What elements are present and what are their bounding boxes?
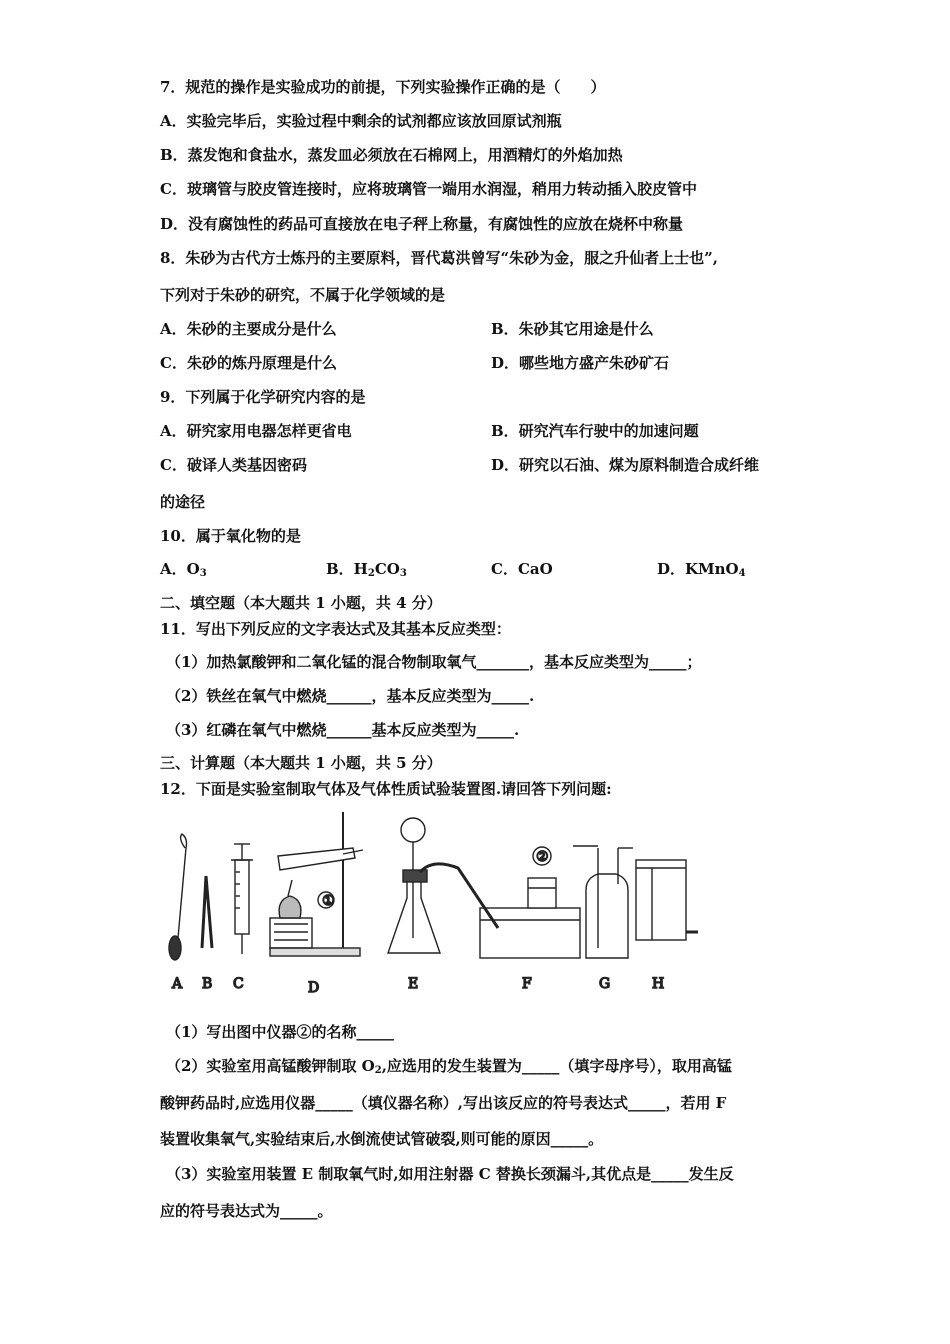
q8-option-a: A．朱砂的主要成分是什么 [160, 320, 337, 338]
q7-option-d: D．没有腐蚀性的药品可直接放在电子秤上称量，有腐蚀性的应放在烧杯中称量 [160, 215, 684, 233]
q12-part1: （1）写出图中仪器②的名称_____ [166, 1023, 394, 1041]
q12-part3-line2: 应的符号表达式为_____。 [160, 1202, 333, 1220]
apparatus-g-gas-bottle [573, 846, 633, 958]
label-d: D [308, 980, 320, 996]
label-b: B [202, 976, 213, 992]
q9-option-b: B．研究汽车行驶中的加速问题 [491, 422, 699, 440]
q8-option-d: D．哪些地方盛产朱砂矿石 [491, 354, 670, 372]
q10-stem: 10．属于氧化物的是 [160, 527, 301, 545]
q8-option-b: B．朱砂其它用途是什么 [491, 320, 654, 338]
q11-part1: （1）加热氯酸钾和二氧化锰的混合物制取氧气_______，基本反应类型为_____； [166, 653, 702, 671]
q10-option-d: D．KMnO$_4$ [657, 560, 746, 579]
svg-text:①: ① [322, 893, 335, 909]
apparatus-b-tweezers [202, 876, 212, 948]
apparatus-e-flask [388, 818, 498, 953]
svg-text:②: ② [536, 849, 549, 865]
q7-option-b: B．蒸发饱和食盐水，蒸发皿必须放在石棉网上，用酒精灯的外焰加热 [160, 146, 623, 164]
section-calc-heading: 三、计算题（本大题共 1 小题，共 5 分） [160, 754, 442, 772]
q9-option-a: A．研究家用电器怎样更省电 [160, 422, 352, 440]
label-e: E [408, 976, 419, 992]
q12-part2-line2: 酸钾药品时,应选用仪器_____（填仪器名称）,写出该反应的符号表达式_____，若用 F [160, 1094, 727, 1112]
q8-stem-line2: 下列对于朱砂的研究，不属于化学领域的是 [160, 286, 446, 304]
label-a: A [172, 976, 183, 992]
q10-option-b: B．$H_2CO_3$ [326, 560, 407, 579]
apparatus-figure [158, 808, 703, 998]
apparatus-svg [158, 808, 703, 998]
q11-part2: （2）铁丝在氧气中燃烧______，基本反应类型为_____. [166, 687, 535, 705]
q8-option-c: C．朱砂的炼丹原理是什么 [160, 354, 337, 372]
q7-option-c: C．玻璃管与胶皮管连接时，应将玻璃管一端用水润湿，稍用力转动插入胶皮管中 [160, 180, 697, 198]
label-f: F [522, 976, 532, 992]
apparatus-a-combustion-spoon [169, 834, 187, 960]
q8-stem-line1: 8．朱砂为古代方士炼丹的主要原料，晋代葛洪曾写“朱砂为金，服之升仙者上士也”, [160, 249, 718, 267]
q9-option-d-cont: 的途径 [160, 493, 206, 511]
section-fill-in-heading: 二、填空题（本大题共 1 小题，共 4 分） [160, 594, 442, 612]
label-c: C [233, 976, 244, 992]
q9-stem: 9．下列属于化学研究内容的是 [160, 388, 366, 406]
apparatus-f-water-trough [480, 847, 580, 958]
apparatus-d-heating-setup [270, 812, 363, 956]
q12-part3-line1: （3）实验室用装置 E 制取氧气时,如用注射器 C 替换长颈漏斗,其优点是_____发生反 [166, 1165, 734, 1183]
apparatus-h-collecting-bottle [636, 860, 698, 940]
q11-stem: 11．写出下列反应的文字表达式及其基本反应类型： [160, 620, 511, 638]
q11-part3: （3）红磷在氧气中燃烧______基本反应类型为_____. [166, 721, 520, 739]
q9-option-d: D．研究以石油、煤为原料制造合成纤维 [491, 456, 760, 474]
q12-part2-line1: （2）实验室用高锰酸钾制取 $O_2$,应选用的发生装置为_____（填字母序号），取用高锰 [166, 1057, 732, 1076]
q12-part2-line3: 装置收集氧气,实验结束后,水倒流使试管破裂,则可能的原因_____。 [160, 1130, 604, 1148]
label-h: H [652, 976, 665, 992]
q7-stem: 7．规范的操作是实验成功的前提，下列实验操作正确的是（ ） [160, 78, 606, 96]
q12-stem: 12．下面是实验室制取气体及气体性质试验装置图.请回答下列问题: [160, 780, 612, 798]
q10-option-c: C．CaO [491, 560, 553, 578]
q10-option-a: A．$O_3$ [160, 560, 207, 579]
apparatus-c-syringe [231, 844, 253, 954]
label-g: G [599, 976, 611, 992]
q9-option-c: C．破译人类基因密码 [160, 456, 307, 474]
q7-option-a: A．实验完毕后，实验过程中剩余的试剂都应该放回原试剂瓶 [160, 112, 562, 130]
